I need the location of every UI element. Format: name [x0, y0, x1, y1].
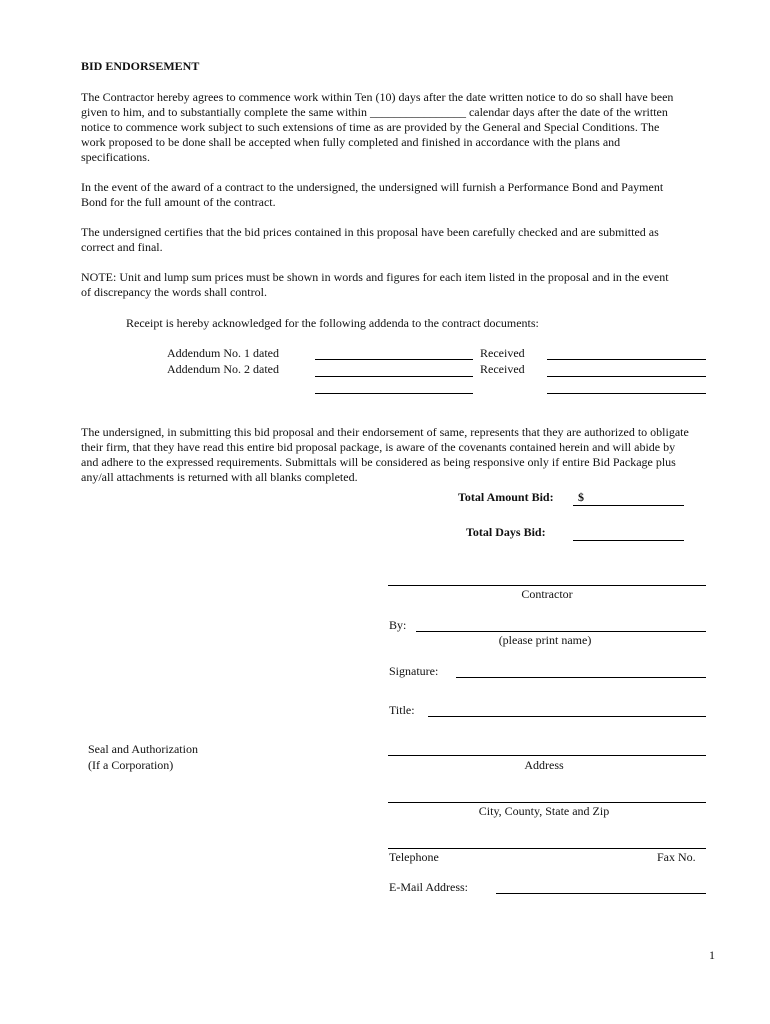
- signature-label: Signature:: [389, 664, 439, 678]
- page-title: BID ENDORSEMENT: [81, 59, 200, 73]
- seal-line-2: (If a Corporation): [88, 758, 174, 772]
- auth-line-4: any/all attachments is returned with all blanks completed.: [81, 470, 358, 484]
- bond-paragraph: [81, 180, 663, 210]
- total-days-field[interactable]: [573, 540, 684, 541]
- note-line-2: of discrepancy the words shall control.: [81, 285, 267, 299]
- address-field[interactable]: [388, 755, 706, 756]
- fax-label: Fax No.: [657, 850, 696, 864]
- city-field[interactable]: [388, 802, 706, 803]
- commence-paragraph: [81, 90, 673, 165]
- seal-line-1: Seal and Authorization: [88, 742, 198, 756]
- receipt-text: Receipt is hereby acknowledged for the following addenda to the contract documents:: [126, 316, 539, 330]
- address-label: Address: [524, 758, 564, 772]
- bond-line-2: Bond for the full amount of the contract.: [81, 195, 276, 209]
- addendum-1-received-field[interactable]: [547, 359, 706, 360]
- title-label: Title:: [389, 703, 415, 717]
- addendum-3-received-field[interactable]: [547, 393, 706, 394]
- title-field[interactable]: [428, 716, 706, 717]
- email-field[interactable]: [496, 893, 706, 894]
- commence-line-2: given to him, and to substantially complete the same within ________________ calendar days after the date of the written: [81, 105, 668, 119]
- addendum-2-date-field[interactable]: [315, 376, 473, 377]
- commence-line-3: notice to commence work subject to such extensions of time as are provided by the General and Special Conditions. The: [81, 120, 660, 134]
- print-name-label: (please print name): [498, 633, 592, 647]
- addendum-1-label: Addendum No. 1 dated: [167, 346, 279, 360]
- by-field[interactable]: [416, 631, 706, 632]
- total-days-label: Total Days Bid:: [466, 525, 546, 539]
- telephone-fax-field[interactable]: [388, 848, 706, 849]
- bond-line-1: In the event of the award of a contract to the undersigned, the undersigned will furnish a Performance Bond and Payment: [81, 180, 664, 194]
- contractor-label: Contractor: [521, 587, 573, 601]
- dollar-symbol: $: [578, 490, 584, 504]
- commence-line-1: The Contractor hereby agrees to commence work within Ten (10) days after the date written notice to do so shall have been: [81, 90, 674, 104]
- contractor-field[interactable]: [388, 585, 706, 586]
- auth-line-1: The undersigned, in submitting this bid proposal and their endorsement of same, represents that they are authorized to obligate: [81, 425, 689, 439]
- certify-paragraph: [81, 225, 659, 255]
- commence-line-4: work proposed to be done shall be accepted when fully completed and finished in accordance with the plans and: [81, 135, 621, 149]
- addendum-2-received-field[interactable]: [547, 376, 706, 377]
- commence-line-5: specifications.: [81, 150, 150, 164]
- note-line-1: NOTE: Unit and lump sum prices must be shown in words and figures for each item listed in the proposal and in the event: [81, 270, 669, 284]
- by-label: By:: [389, 618, 407, 632]
- auth-line-3: and adhere to the expressed requirements. Submittals will be considered as being responsive only if entire Bid Package plus: [81, 455, 676, 469]
- total-amount-label: Total Amount Bid:: [458, 490, 554, 504]
- auth-line-2: their firm, that they have read this entire bid proposal package, is aware of the covenants contained herein and will abide by: [81, 440, 676, 454]
- addendum-2-received-label: Received: [480, 362, 525, 376]
- certify-line-1: The undersigned certifies that the bid prices contained in this proposal have been carefully checked and are submitted as: [81, 225, 659, 239]
- page-number: 1: [709, 948, 715, 962]
- total-amount-field[interactable]: [573, 505, 684, 506]
- signature-field[interactable]: [456, 677, 706, 678]
- email-label: E-Mail Address:: [389, 880, 468, 894]
- addendum-1-received-label: Received: [480, 346, 525, 360]
- city-label: City, County, State and Zip: [478, 804, 610, 818]
- note-paragraph: [81, 270, 669, 300]
- addendum-3-date-field[interactable]: [315, 393, 473, 394]
- certify-line-2: correct and final.: [81, 240, 163, 254]
- telephone-label: Telephone: [389, 850, 439, 864]
- addendum-1-date-field[interactable]: [315, 359, 473, 360]
- addendum-2-label: Addendum No. 2 dated: [167, 362, 279, 376]
- authorization-paragraph: [81, 425, 689, 485]
